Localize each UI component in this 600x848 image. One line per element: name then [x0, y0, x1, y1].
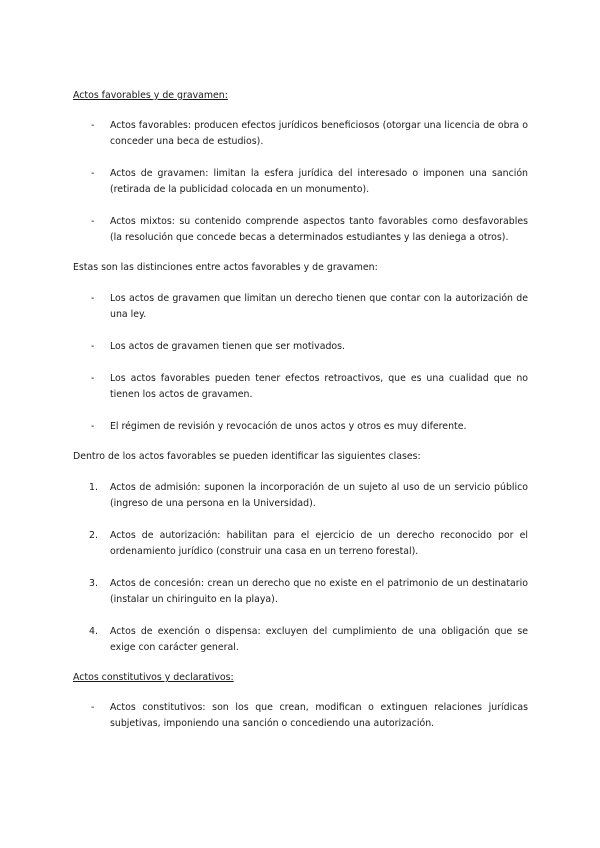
list-item-text: Los actos de gravamen que limitan un derecho tienen que contar con la autorización de una ley. — [110, 293, 528, 320]
list-item — [73, 214, 528, 246]
list-item — [73, 419, 528, 435]
item-number: 3. — [89, 578, 98, 589]
list-item — [73, 371, 528, 403]
section-heading-favorables: Actos favorables y de gravamen: — [73, 90, 228, 101]
document-page — [73, 88, 528, 732]
section-heading-constitutivos: Actos constitutivos y declarativos: — [73, 672, 234, 683]
list-item — [73, 118, 528, 150]
list-item-text: Los actos de gravamen tienen que ser motivados. — [110, 341, 345, 352]
numbered-item — [73, 624, 528, 656]
classes-intro: Dentro de los actos favorables se pueden identificar las siguientes clases: — [73, 451, 421, 462]
list-item-text: Actos de gravamen: limitan la esfera jurídica del interesado o imponen una sanción (retirada de la publicidad colocada en un monumento). — [110, 168, 528, 195]
numbered-item — [73, 576, 528, 608]
list-item — [73, 339, 528, 355]
list-item — [73, 700, 528, 732]
distinctions-list — [73, 291, 528, 435]
list-item-text: Actos mixtos: su contenido comprende aspectos tanto favorables como desfavorables (la resolución que concede becas a determinados estudiantes y las deniega a otros). — [110, 216, 528, 243]
bullet-dash: - — [91, 341, 95, 352]
numbered-item — [73, 480, 528, 512]
favorables-list — [73, 118, 528, 246]
item-number: 4. — [89, 626, 98, 637]
bullet-dash: - — [91, 293, 95, 304]
bullet-dash: - — [91, 120, 95, 131]
constitutivos-list — [73, 700, 528, 732]
numbered-item-text: Actos de autorización: habilitan para el ejercicio de un derecho reconocido por el ordenamiento jurídico (construir una casa en un terreno forestal). — [110, 530, 528, 557]
bullet-dash: - — [91, 421, 95, 432]
bullet-dash: - — [91, 373, 95, 384]
list-item-text: Actos constitutivos: son los que crean, modifican o extinguen relaciones jurídicas subjetivas, imponiendo una sanción o concediendo una autorización. — [110, 702, 528, 729]
bullet-dash: - — [91, 216, 95, 227]
list-item-text: Actos favorables: producen efectos jurídicos beneficiosos (otorgar una licencia de obra o conceder una beca de estudios). — [110, 120, 528, 147]
bullet-dash: - — [91, 168, 95, 179]
numbered-item — [73, 528, 528, 560]
list-item — [73, 291, 528, 323]
item-number: 2. — [89, 530, 98, 541]
classes-numbered-list — [73, 480, 528, 656]
distinctions-intro: Estas son las distinciones entre actos favorables y de gravamen: — [73, 262, 378, 273]
numbered-item-text: Actos de concesión: crean un derecho que no existe en el patrimonio de un destinatario (instalar un chiringuito en la playa). — [110, 578, 528, 605]
list-item-text: El régimen de revisión y revocación de unos actos y otros es muy diferente. — [110, 421, 467, 432]
list-item — [73, 166, 528, 198]
numbered-item-text: Actos de admisión: suponen la incorporación de un sujeto al uso de un servicio público (ingreso de una persona en la Universidad). — [110, 482, 528, 509]
bullet-dash: - — [91, 702, 95, 713]
numbered-item-text: Actos de exención o dispensa: excluyen del cumplimiento de una obligación que se exige con carácter general. — [110, 626, 528, 653]
item-number: 1. — [89, 482, 98, 493]
list-item-text: Los actos favorables pueden tener efectos retroactivos, que es una cualidad que no tienen los actos de gravamen. — [110, 373, 528, 400]
